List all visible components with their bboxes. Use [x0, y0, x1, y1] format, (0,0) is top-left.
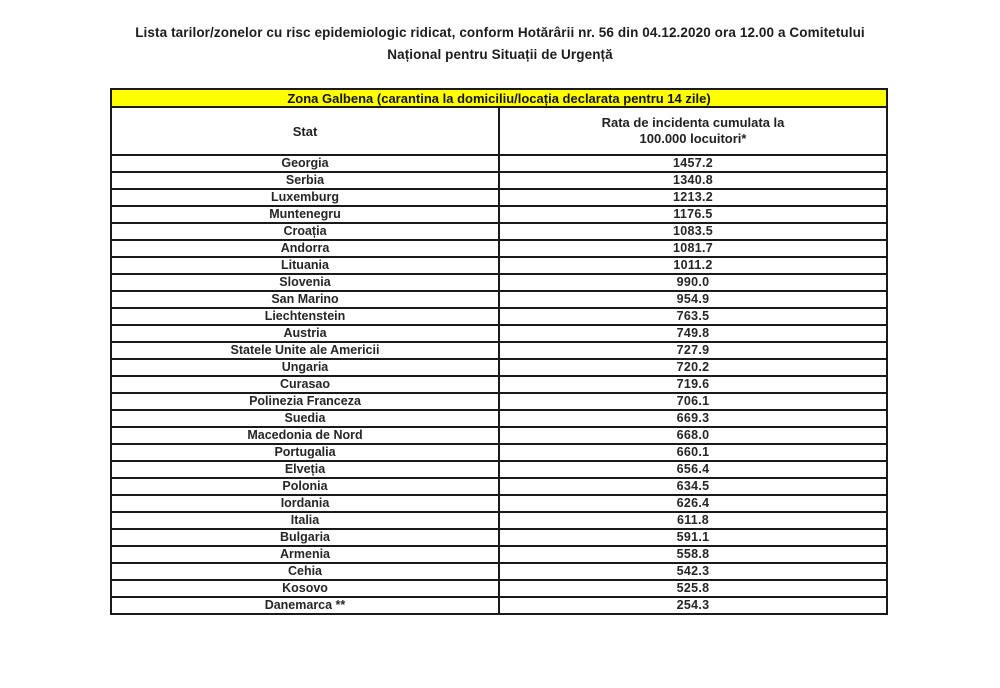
- country-rows: [111, 155, 887, 614]
- table-row: [111, 495, 887, 512]
- table-row: [111, 308, 887, 325]
- rate-cell: 254.3: [499, 597, 887, 614]
- table-row: [111, 172, 887, 189]
- rate-cell: 749.8: [499, 325, 887, 342]
- rate-cell: 558.8: [499, 546, 887, 563]
- column-header-rate: [499, 107, 887, 155]
- table-row: [111, 410, 887, 427]
- rate-cell: 611.8: [499, 512, 887, 529]
- table-row: [111, 427, 887, 444]
- rate-cell: 954.9: [499, 291, 887, 308]
- rate-cell: 1081.7: [499, 240, 887, 257]
- rate-cell: 668.0: [499, 427, 887, 444]
- stat-cell: Muntenegru: [111, 206, 499, 223]
- rate-cell: 525.8: [499, 580, 887, 597]
- table-row: [111, 580, 887, 597]
- rate-cell: 634.5: [499, 478, 887, 495]
- rate-cell: 727.9: [499, 342, 887, 359]
- zone-banner-row: [111, 89, 887, 107]
- stat-cell: Danemarca **: [111, 597, 499, 614]
- rate-cell: 1457.2: [499, 155, 887, 172]
- rate-cell: 1011.2: [499, 257, 887, 274]
- table-row: [111, 342, 887, 359]
- document-title: [0, 22, 1000, 66]
- column-header-row: [111, 107, 887, 155]
- table-row: [111, 223, 887, 240]
- rate-cell: 626.4: [499, 495, 887, 512]
- stat-cell: Liechtenstein: [111, 308, 499, 325]
- table-row: [111, 461, 887, 478]
- risk-zone-table-container: [110, 88, 888, 615]
- stat-cell: Polinezia Franceza: [111, 393, 499, 410]
- rate-cell: 763.5: [499, 308, 887, 325]
- stat-cell: Georgia: [111, 155, 499, 172]
- rate-cell: 656.4: [499, 461, 887, 478]
- stat-cell: Polonia: [111, 478, 499, 495]
- rate-cell: 706.1: [499, 393, 887, 410]
- table-row: [111, 325, 887, 342]
- table-row: [111, 155, 887, 172]
- table-row: [111, 359, 887, 376]
- stat-cell: Slovenia: [111, 274, 499, 291]
- table-row: [111, 291, 887, 308]
- stat-cell: Bulgaria: [111, 529, 499, 546]
- table-row: [111, 376, 887, 393]
- zone-banner: Zona Galbena (carantina la domiciliu/locația declarata pentru 14 zile): [111, 89, 887, 107]
- stat-cell: Serbia: [111, 172, 499, 189]
- rate-cell: 1176.5: [499, 206, 887, 223]
- table-row: [111, 546, 887, 563]
- stat-cell: Suedia: [111, 410, 499, 427]
- rate-cell: 990.0: [499, 274, 887, 291]
- stat-cell: Portugalia: [111, 444, 499, 461]
- table-row: [111, 512, 887, 529]
- stat-cell: Austria: [111, 325, 499, 342]
- table-row: [111, 240, 887, 257]
- column-header-stat: Stat: [111, 107, 499, 155]
- stat-cell: Croația: [111, 223, 499, 240]
- stat-cell: Elveția: [111, 461, 499, 478]
- stat-cell: Lituania: [111, 257, 499, 274]
- stat-cell: Luxemburg: [111, 189, 499, 206]
- document-title-line2: Național pentru Situații de Urgență: [387, 47, 613, 62]
- rate-cell: 1083.5: [499, 223, 887, 240]
- table-row: [111, 563, 887, 580]
- rate-cell: 669.3: [499, 410, 887, 427]
- rate-cell: 542.3: [499, 563, 887, 580]
- stat-cell: Statele Unite ale Americii: [111, 342, 499, 359]
- stat-cell: Iordania: [111, 495, 499, 512]
- document-title-line1: Lista tarilor/zonelor cu risc epidemiologic ridicat, conform Hotărârii nr. 56 din 04.12.2020 ora 12.00 a Comitetului: [135, 25, 865, 40]
- table-row: [111, 529, 887, 546]
- rate-cell: 1213.2: [499, 189, 887, 206]
- rate-cell: 591.1: [499, 529, 887, 546]
- table-row: [111, 478, 887, 495]
- rate-cell: 719.6: [499, 376, 887, 393]
- table-row: [111, 597, 887, 614]
- table-row: [111, 206, 887, 223]
- rate-cell: 720.2: [499, 359, 887, 376]
- stat-cell: Macedonia de Nord: [111, 427, 499, 444]
- stat-cell: Italia: [111, 512, 499, 529]
- stat-cell: Kosovo: [111, 580, 499, 597]
- table-row: [111, 257, 887, 274]
- stat-cell: Cehia: [111, 563, 499, 580]
- table-row: [111, 444, 887, 461]
- column-header-rate-text: Rata de incidenta cumulata la 100.000 locuitori*: [601, 115, 785, 146]
- risk-zone-table: [110, 88, 888, 615]
- table-row: [111, 274, 887, 291]
- stat-cell: Andorra: [111, 240, 499, 257]
- stat-cell: Armenia: [111, 546, 499, 563]
- rate-cell: 660.1: [499, 444, 887, 461]
- stat-cell: Curasao: [111, 376, 499, 393]
- rate-cell: 1340.8: [499, 172, 887, 189]
- table-row: [111, 393, 887, 410]
- stat-cell: San Marino: [111, 291, 499, 308]
- stat-cell: Ungaria: [111, 359, 499, 376]
- table-row: [111, 189, 887, 206]
